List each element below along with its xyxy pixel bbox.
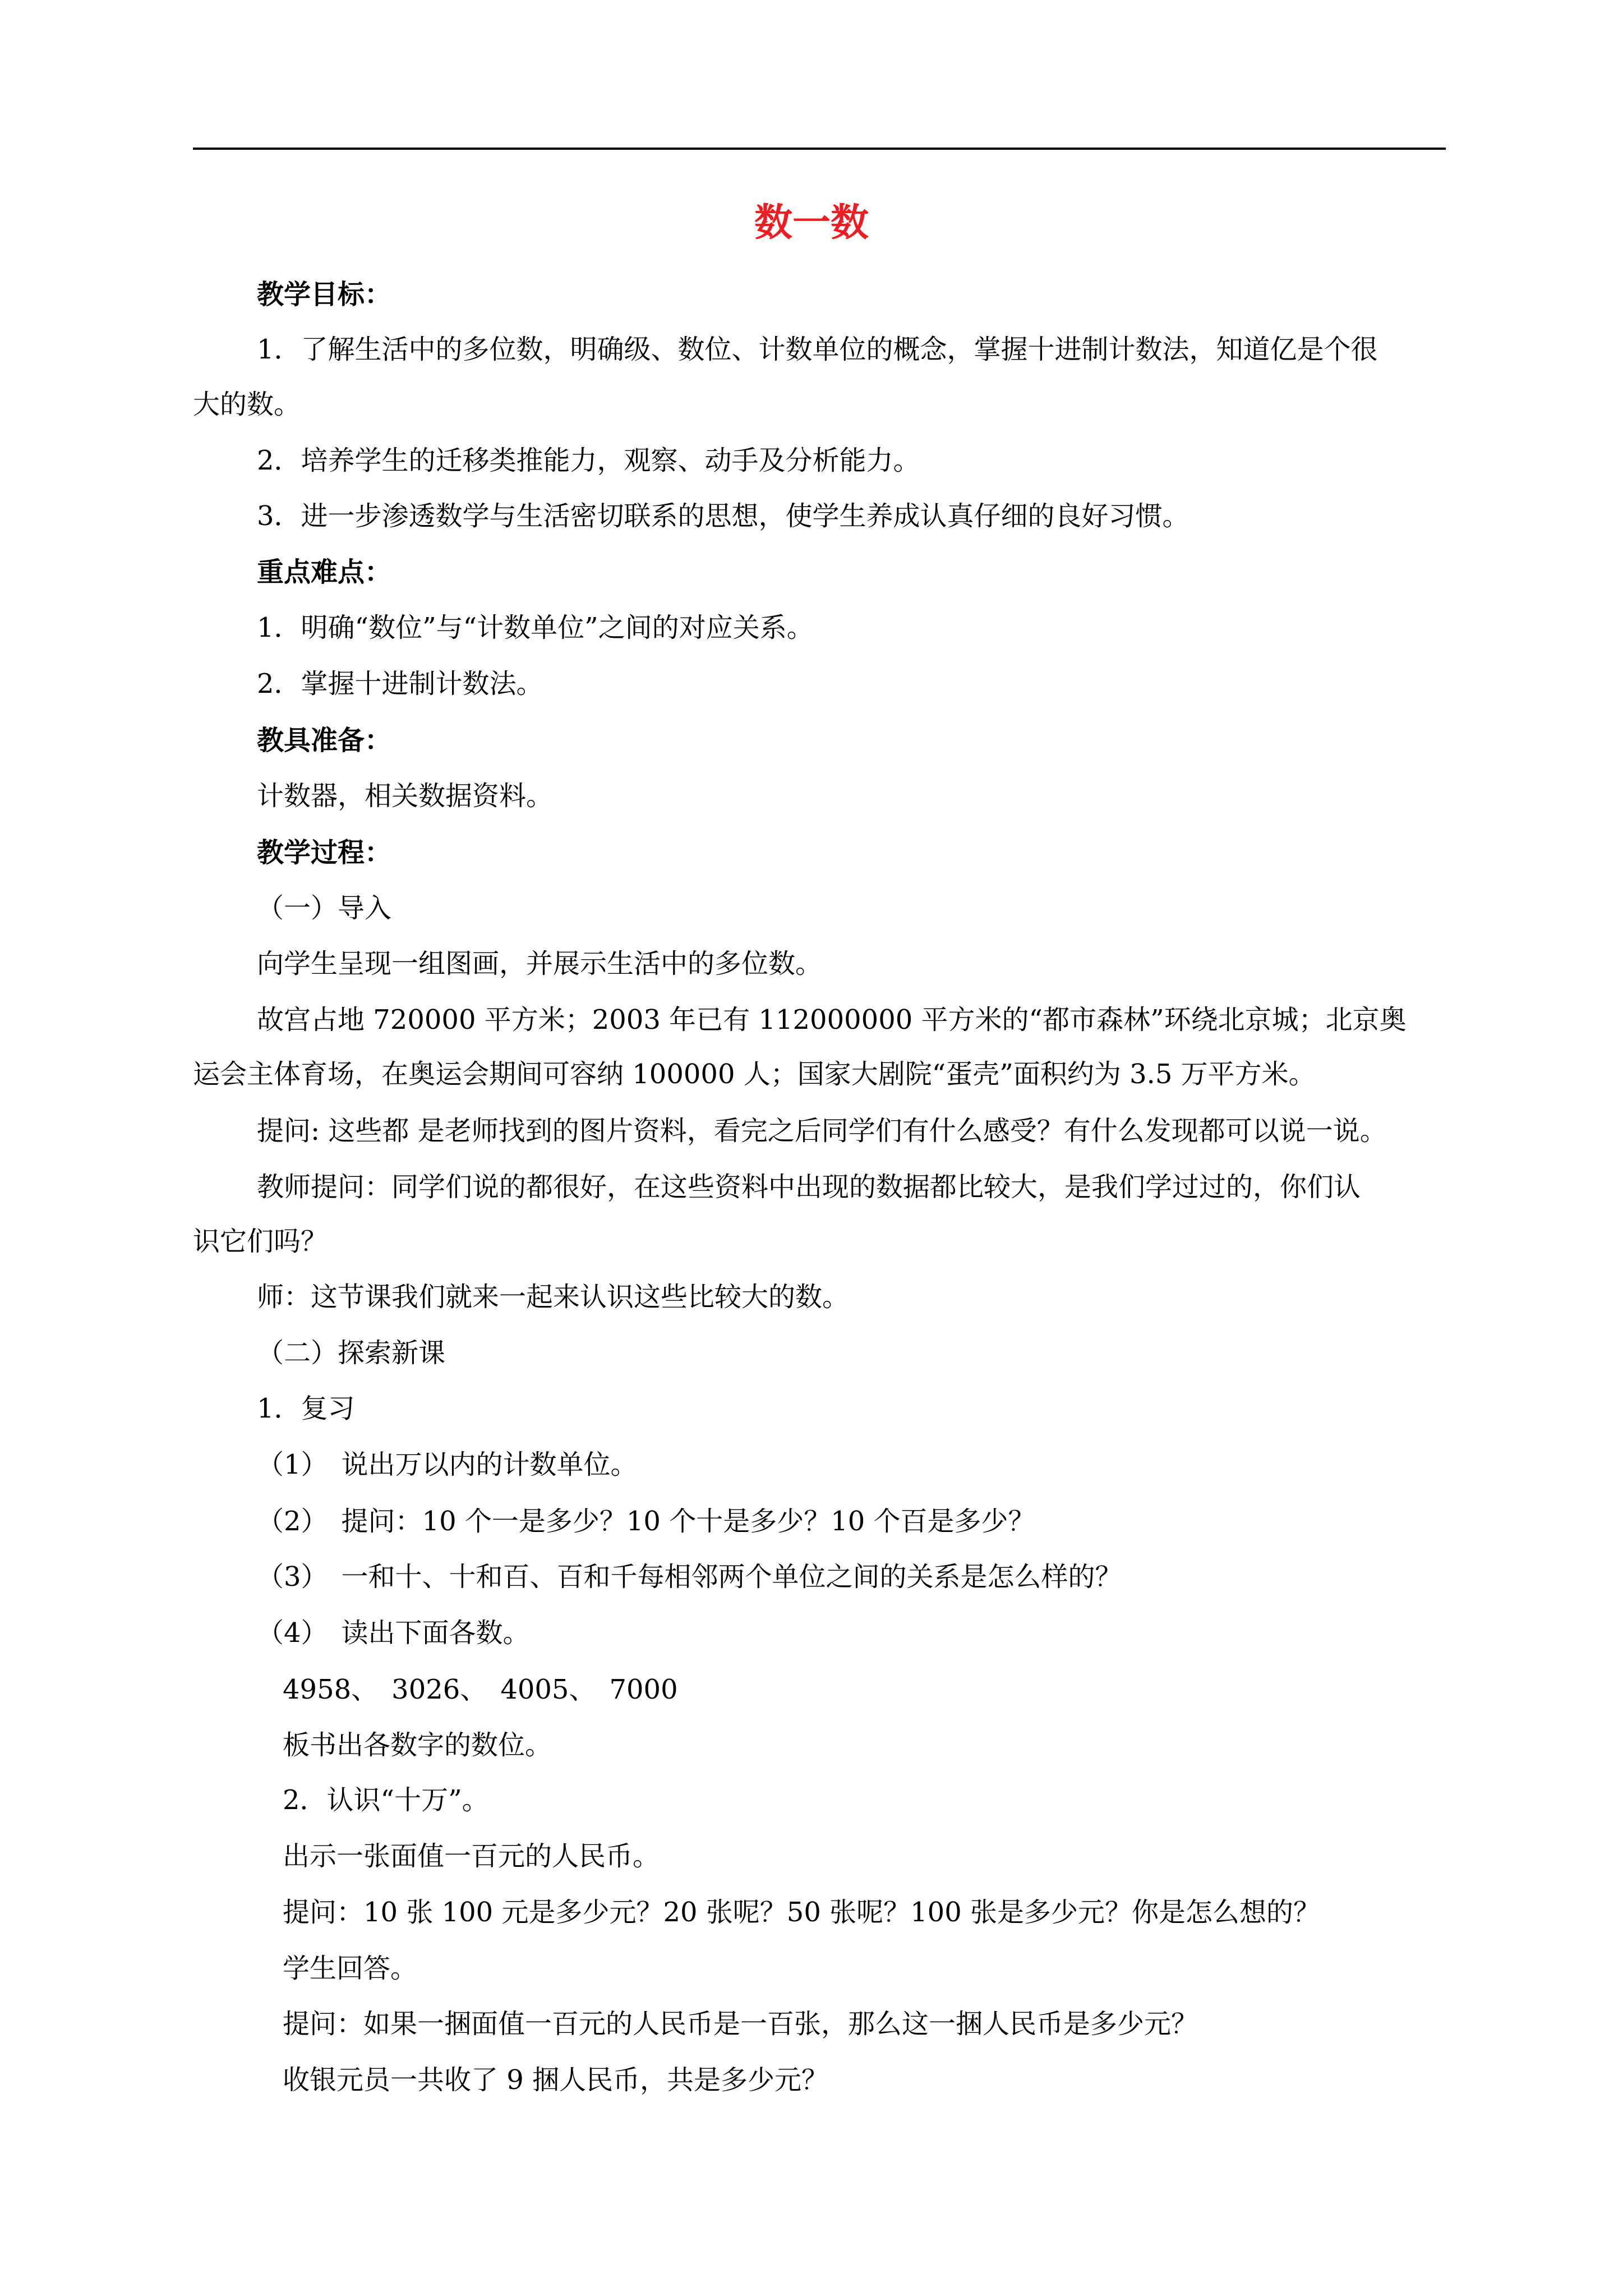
section-heading: 教学目标：: [257, 279, 392, 310]
body-line: 大的数。: [193, 389, 301, 420]
body-line: 师：这节课我们就来一起来认识这些比较大的数。: [257, 1281, 850, 1313]
body-line: （一）导入: [257, 892, 392, 924]
body-line: 收银元员一共收了 9 捆人民币，共是多少元？: [283, 2064, 829, 2096]
document-title: 数一数: [754, 200, 869, 245]
body-line: 出示一张面值一百元的人民币。: [283, 1841, 660, 1872]
body-line: 3．进一步渗透数学与生活密切联系的思想，使学生养成认真仔细的良好习惯。: [257, 500, 1189, 532]
body-line: （3） 一和十、十和百、百和千每相邻两个单位之间的关系是怎么样的？: [257, 1561, 1122, 1593]
body-line: （1） 说出万以内的计数单位。: [257, 1449, 638, 1480]
body-line: 2．掌握十进制计数法。: [257, 668, 543, 700]
section-heading: 重点难点：: [257, 556, 392, 588]
body-line: 1．复习: [257, 1393, 355, 1424]
section-heading: 教学过程：: [257, 837, 392, 868]
body-line: 提问：10 张 100 元是多少元？20 张呢？50 张呢？100 张是多少元？你是怎么想的？: [283, 1897, 1321, 1928]
body-line: 板书出各数字的数位。: [283, 1729, 552, 1761]
body-line: 1．明确“数位”与“计数单位”之间的对应关系。: [257, 612, 814, 643]
body-line: 向学生呈现一组图画，并展示生活中的多位数。: [257, 948, 823, 979]
body-line: （2） 提问：10 个一是多少？10 个十是多少？10 个百是多少？: [257, 1506, 1035, 1537]
body-line: 故宫占地 720000 平方米；2003 年已有 112000000 平方米的“都市森林”环绕北京城；北京奥: [257, 1004, 1407, 1036]
body-line: （4） 读出下面各数。: [257, 1617, 530, 1649]
body-line: 计数器，相关数据资料。: [257, 780, 554, 812]
body-line: （二）探索新课: [257, 1337, 446, 1369]
header-rule: [193, 148, 1446, 150]
section-heading: 教具准备：: [257, 725, 392, 756]
body-line: 提问: 这些都 是老师找到的图片资料，看完之后同学们有什么感受？有什么发现都可以说一说。: [257, 1115, 1387, 1147]
body-line: 2．培养学生的迁移类推能力，观察、动手及分析能力。: [257, 445, 920, 476]
body-line: 4958、 3026、 4005、 7000: [283, 1674, 678, 1705]
body-line: 教师提问：同学们说的都很好，在这些资料中出现的数据都比较大，是我们学过过的，你们认: [257, 1171, 1361, 1203]
body-line: 2．认识“十万”。: [283, 1784, 489, 1816]
body-line: 识它们吗？: [193, 1226, 328, 1257]
body-line: 运会主体育场，在奥运会期间可容纳 100000 人；国家大剧院“蛋壳”面积约为 3.5 万平方米。: [193, 1059, 1316, 1090]
body-line: 提问：如果一捆面值一百元的人民币是一百张，那么这一捆人民币是多少元？: [283, 2008, 1198, 2040]
body-line: 学生回答。: [283, 1953, 418, 1984]
body-line: 1．了解生活中的多位数，明确级、数位、计数单位的概念，掌握十进制计数法，知道亿是个很: [257, 334, 1378, 365]
